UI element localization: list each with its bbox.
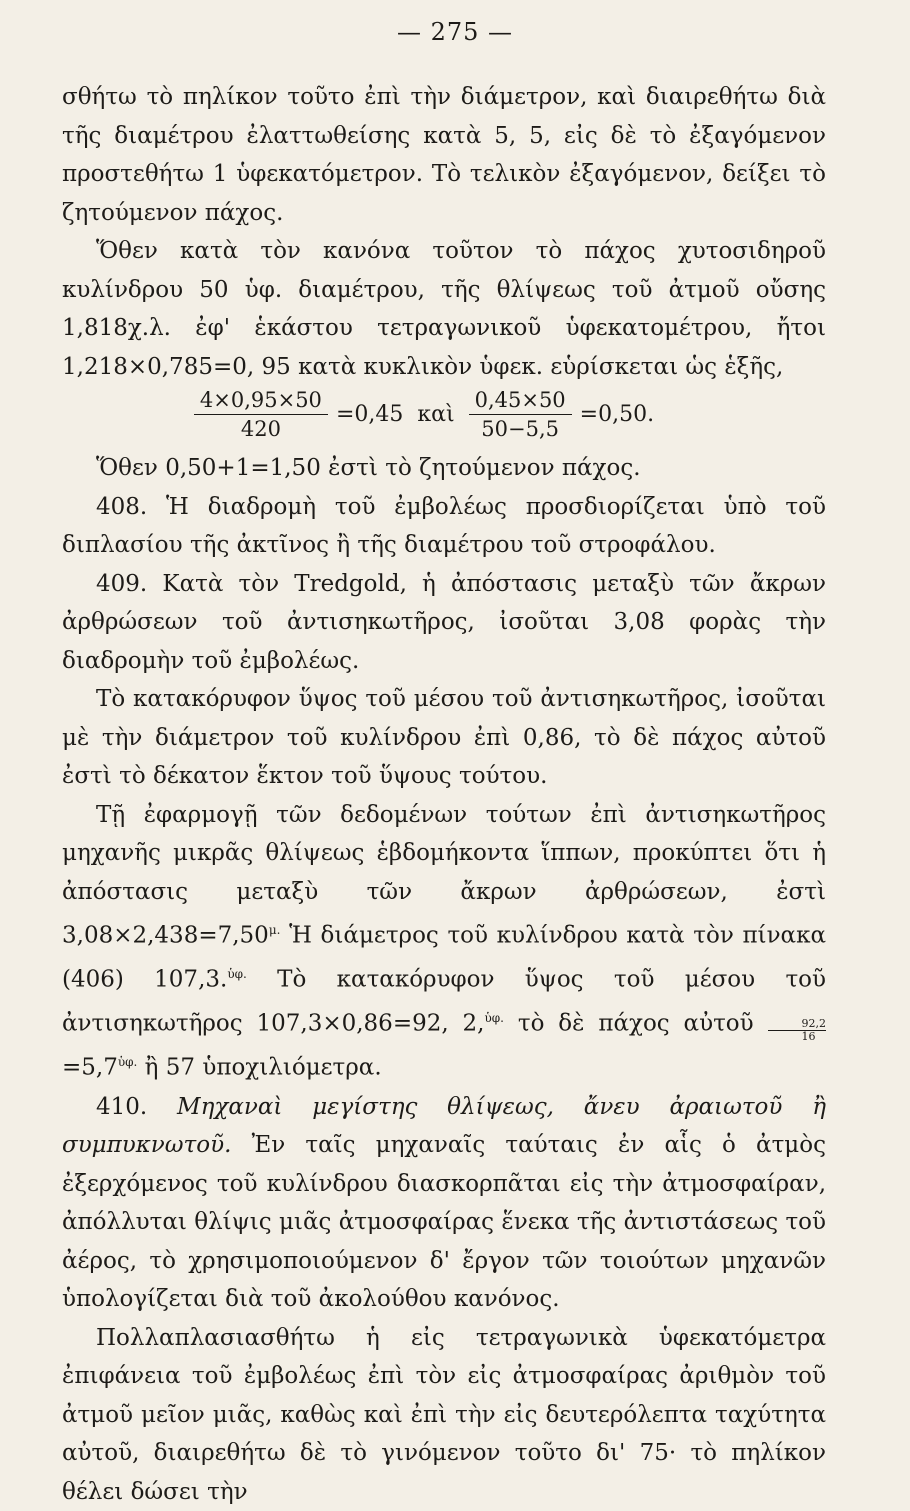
paragraph-continuation: σθήτω τὸ πηλίκον τοῦτο ἐπὶ τὴν διάμετρον, καὶ διαιρεθήτω διὰ τῆς διαμέτρου ἐλαττωθείσης κατὰ 5, 5, εἰς δὲ τὸ ἐξαγόμενον προστεθήτω 1 ὑφεκατόμετρον. Τὸ τελικὸν ἐξαγόμενον, δείξει τὸ ζητούμενον πάχος. xyxy=(62,84,826,226)
small-fraction xyxy=(768,1018,827,1043)
paragraph-example: Ὅθεν κατὰ τὸν κανόνα τοῦτον τὸ πάχος χυτοσιδηροῦ κυλίνδρου 50 ὑφ. διαμέτρου, τῆς θλίψεως τοῦ ἀτμοῦ οὔσης 1,818χ.λ. ἐφ' ἑκάστου τετραγωνικοῦ ὑφεκατομέτρου, ἤτοι 1,218×0,785=0, 95 κατὰ κυκλικὸν ὑφεκ. εὑρίσκεται ὡς ἑξῆς, xyxy=(62,238,826,380)
fraction-1-result: =0,45 xyxy=(335,402,404,427)
fraction-2-numerator: 0,45×50 xyxy=(469,388,572,415)
superscript-mu: μ. xyxy=(268,923,281,937)
section-408: 408. Ἡ διαδρομὴ τοῦ ἐμβολέως προσδιορίζεται ὑπὸ τοῦ διπλασίου τῆς ἀκτῖνος ἢ τῆς διαμέτρου τοῦ στροφάλου. xyxy=(62,493,826,558)
section-410-title: Μηχαναὶ μεγίστης θλίψεως, ἄνευ ἀραιωτοῦ ἢ συμπυκνωτοῦ. xyxy=(62,1093,826,1159)
section-409: 409. Κατὰ τὸν Tredgold, ἡ ἀπόστασις μεταξὺ τῶν ἄκρων ἀρθρώσεων τοῦ ἀντισηκωτῆρος, ἰσοῦται 3,08 φορὰς τὴν διαδρομὴν τοῦ ἐμβολέως. xyxy=(62,570,826,674)
paragraph-height: Τὸ κατακόρυφον ὕψος τοῦ μέσου τοῦ ἀντισηκωτῆρος, ἰσοῦται μὲ τὴν διάμετρον τοῦ κυλίνδρου ἐπὶ 0,86, τὸ δὲ πάχος αὐτοῦ ἐστὶ τὸ δέκατον ἕκτον τοῦ ὕψους τούτου. xyxy=(62,686,826,789)
application-text-a: Τῇ ἐφαρμογῇ τῶν δεδομένων τούτων ἐπὶ ἀντισηκωτῆρος μηχανῆς μικρᾶς θλίψεως ἑβδομήκοντα ἵππων, προκύπτει ὅτι ἡ ἀπόστασις μεταξὺ τῶν ἄκρων ἀρθρώσεων, ἐστὶ 3,08×2,438=7,50 xyxy=(62,801,826,949)
fraction-1-denominator: 420 xyxy=(240,417,281,441)
page-number: — 275 — xyxy=(396,18,514,46)
superscript-uph-1: ὑφ. xyxy=(227,967,247,982)
formula-line xyxy=(62,388,826,441)
fraction-1 xyxy=(194,388,328,441)
small-fraction-denominator: 16 xyxy=(801,1029,816,1043)
formula-and: καὶ xyxy=(417,402,455,427)
application-text-e: =5,7 xyxy=(62,1055,118,1082)
application-text-b: Ἡ διάμετρος τοῦ κυλίνδρου κατὰ τὸν πίνακα (406) 107,3. xyxy=(62,922,826,993)
section-410-number: 410. xyxy=(96,1093,178,1120)
superscript-uph-2: ὑφ. xyxy=(484,1011,504,1026)
application-text-d: τὸ δὲ πάχος αὐτοῦ xyxy=(504,1010,768,1037)
section-410-text: Ἐν ταῖς μηχαναῖς ταύταις ἐν αἷς ὁ ἀτμὸς ἐξερχόμενος τοῦ κυλίνδρου διασκορπᾶται εἰς τὴν ἀτμοσφαίραν, ἀπόλλυται θλίψις μιᾶς ἀτμοσφαίρας ἕνεκα τῆς ἀντιστάσεως τοῦ ἀέρος, τὸ χρησιμοποιούμενον δ' ἔργον τῶν τοιούτων μηχανῶν ὑπολογίζεται διὰ τοῦ ἀκολούθου κανόνος. xyxy=(62,1132,826,1313)
fraction-2-denominator: 50−5,5 xyxy=(481,417,559,441)
superscript-uph-3: ὑφ. xyxy=(117,1055,138,1070)
paragraph-application xyxy=(62,796,826,1088)
paragraph-result: Ὅθεν 0,50+1=1,50 ἐστὶ τὸ ζητούμενον πάχος. xyxy=(96,455,641,481)
fraction-2-result: =0,50. xyxy=(579,402,655,427)
section-410 xyxy=(62,1088,826,1319)
application-text-c: Τὸ κατακόρυφον ὕψος τοῦ μέσου τοῦ ἀντισηκωτῆρος 107,3×0,86=92, 2, xyxy=(62,966,827,1037)
fraction-1-numerator: 4×0,95×50 xyxy=(194,388,328,415)
fraction-2 xyxy=(469,388,572,441)
small-fraction-numerator: 92,2 xyxy=(768,1018,827,1031)
application-text-f: ἢ 57 ὑποχιλιόμετρα. xyxy=(137,1055,382,1082)
paragraph-rule: Πολλαπλασιασθήτω ἡ εἰς τετραγωνικὰ ὑφεκατόμετρα ἐπιφάνεια τοῦ ἐμβολέως ἐπὶ τὸν εἰς ἀτμοσφαίρας ἀριθμὸν τοῦ ἀτμοῦ μεῖον μιᾶς, καθὼς καὶ ἐπὶ τὴν εἰς δευτερόλεπτα ταχύτητα αὐτοῦ, διαιρεθήτω δὲ τὸ γινόμενον τοῦτο δι' 75· τὸ πηλίκον θέλει δώσει τὴν xyxy=(62,1324,826,1505)
